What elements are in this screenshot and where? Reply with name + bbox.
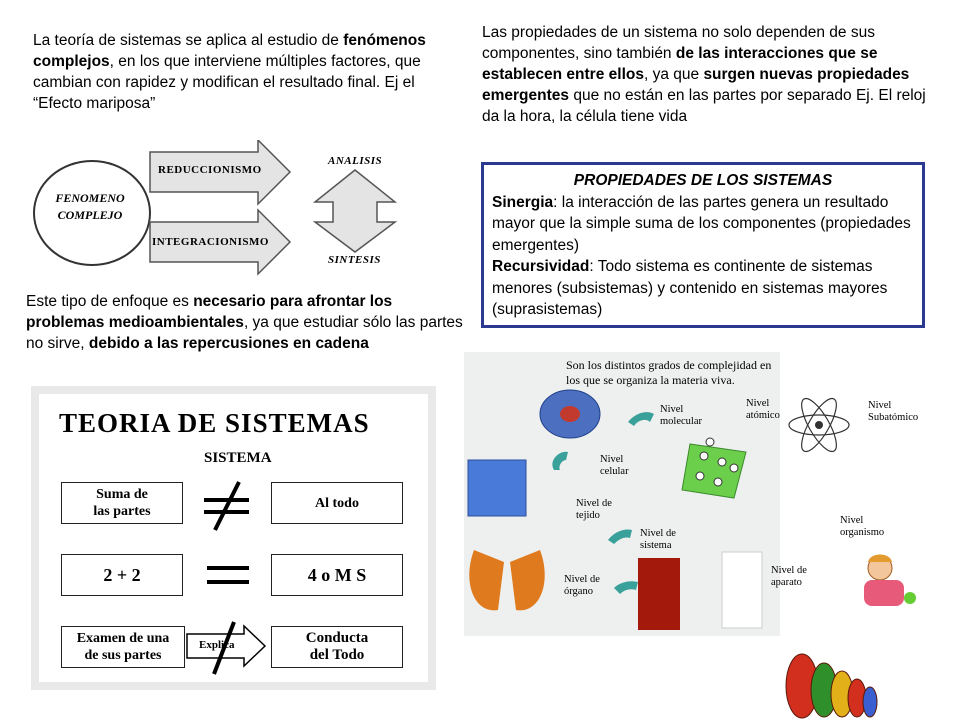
- nivel-atomico-label: Nivel atómico: [746, 398, 780, 421]
- teoria-subtitle: SISTEMA: [204, 450, 272, 466]
- teoria-title: TEORIA DE SISTEMAS: [59, 408, 370, 438]
- suma-partes-box: Suma de las partes: [61, 482, 183, 524]
- recursividad-item: Recursividad: Todo sistema es continente de sistemas menores (subsistemas) y contenido en sistemas mayores (suprasistemas): [492, 258, 888, 318]
- dos-mas-dos-box: 2 + 2: [61, 554, 183, 596]
- reduccionismo-label: REDUCCIONISMO: [158, 164, 262, 176]
- nivel-organismo-label: Nivel organismo: [840, 515, 885, 538]
- nivel-sistema-label: Nivel de sistema: [640, 528, 676, 551]
- cuatro-box: 4 o M S: [271, 554, 403, 596]
- nivel-celular-label: Nivel celular: [600, 454, 629, 477]
- child-illustration: [850, 552, 930, 616]
- analisis-label: ANALISIS: [328, 155, 383, 167]
- nivel-aparato-label: Nivel de aparato: [771, 565, 807, 588]
- al-todo-box: Al todo: [271, 482, 403, 524]
- intro-bold: fenómenos complejos: [33, 32, 426, 70]
- sintesis-label: SINTESIS: [328, 254, 381, 266]
- properties-box: [481, 162, 925, 328]
- teoria-sistemas-figure: [31, 386, 436, 690]
- levels-caption: Son los distintos grados de complejidad en los que se organiza la materia viva.: [566, 358, 772, 387]
- nivel-subatomico-label: Nivel Subatómico: [868, 400, 919, 423]
- intro-paragraph: La teoría de sistemas se aplica al estudio de fenómenos complejos, en los que interviene múltiples factores, que cambian con rapidez y modifican el resultado final. Ej el “Efecto mariposa”: [33, 32, 426, 112]
- levels-graphic: [464, 352, 780, 636]
- fenomeno-label: FENOMENO COMPLEJO: [55, 191, 125, 222]
- properties-title: PROPIEDADES DE LOS SISTEMAS: [573, 172, 833, 189]
- integracionismo-label: INTEGRACIONISMO: [152, 236, 269, 248]
- nivel-molecular-label: Nivel molecular: [660, 404, 702, 427]
- explica-label: Explica: [199, 639, 235, 651]
- approach-paragraph: Este tipo de enfoque es necesario para afrontar los problemas medioambientales, ya que estudiar sólo las partes no sirve, debido a las repercusiones en cadena: [26, 293, 463, 352]
- nivel-organo-label: Nivel de órgano: [564, 574, 600, 597]
- conducta-todo-box: Conducta del Todo: [271, 626, 403, 668]
- nivel-tejido-label: Nivel de tejido: [576, 498, 612, 521]
- sinergia-item: Sinergia: la interacción de las partes genera un resultado mayor que la simple suma de los componentes (propiedades emergentes): [492, 193, 911, 254]
- matryoshka-dolls: [784, 628, 884, 720]
- properties-paragraph: Las propiedades de un sistema no solo dependen de sus componentes, sino también de las interacciones que se establecen entre ellos, ya que surgen nuevas propiedades emergentes que no están en las partes por separado Ej. El reloj da la hora, la célula tiene vida: [482, 24, 926, 125]
- examen-partes-box: Examen de una de sus partes: [61, 626, 185, 668]
- atom-icon: [786, 394, 852, 456]
- niveles-organizacion-figure: [464, 352, 780, 636]
